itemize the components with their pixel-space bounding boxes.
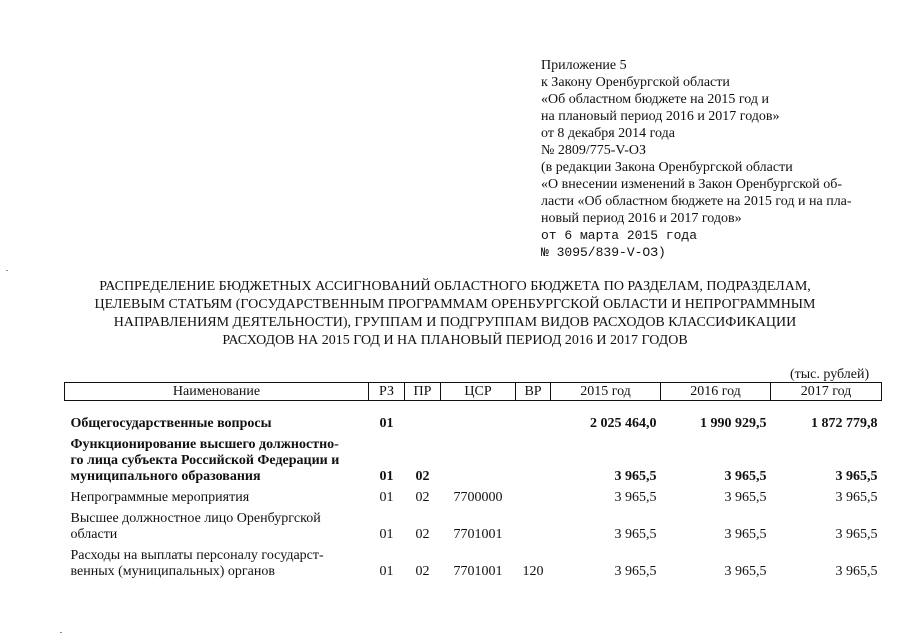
table-row xyxy=(65,432,882,485)
cell-pr: 02 xyxy=(415,527,430,542)
document-title xyxy=(40,278,870,350)
cell-name-line: го лица субъекта Российской Федерации и xyxy=(70,453,340,468)
cell-name xyxy=(65,485,369,506)
appendix-line: на плановый период 2016 и 2017 годов» xyxy=(541,109,780,124)
cell-vr xyxy=(516,411,551,432)
cell-name xyxy=(65,543,369,580)
cell-2017: 3 965,5 xyxy=(835,490,878,505)
title-line: НАПРАВЛЕНИЯМ ДЕЯТЕЛЬНОСТИ), ГРУППАМ И ПОДГРУППАМ ВИДОВ РАСХОДОВ КЛАССИФИКАЦИИ xyxy=(113,315,797,330)
table-body xyxy=(65,401,882,581)
cell-name xyxy=(65,432,369,485)
cell-2016: 3 965,5 xyxy=(724,527,767,542)
cell-csr: 7700000 xyxy=(453,490,503,505)
scan-mark xyxy=(6,270,8,271)
cell-name-line: Расходы на выплаты персоналу государст- xyxy=(70,548,324,563)
table-row xyxy=(65,411,882,432)
cell-csr: 7701001 xyxy=(453,527,503,542)
cell-pr: 02 xyxy=(415,564,430,579)
cell-rz: 01 xyxy=(379,527,394,542)
header-csr: ЦСР xyxy=(441,383,516,401)
header-name: Наименование xyxy=(65,383,369,401)
appendix-line: к Закону Оренбургской области xyxy=(541,75,730,90)
cell-2015: 3 965,5 xyxy=(614,469,657,484)
amendment-number: № 3095/839-V-ОЗ) xyxy=(541,245,666,260)
cell-2016: 3 965,5 xyxy=(724,490,767,505)
header-2017: 2017 год xyxy=(771,383,882,401)
cell-2016: 3 965,5 xyxy=(724,469,767,484)
table-row xyxy=(65,485,882,506)
cell-name-line: Непрограммные мероприятия xyxy=(70,490,250,505)
header-2015: 2015 год xyxy=(551,383,661,401)
appendix-line: № 2809/775-V-ОЗ xyxy=(541,143,647,158)
cell-vr xyxy=(516,485,551,506)
cell-2015: 3 965,5 xyxy=(614,527,657,542)
cell-2016: 1 990 929,5 xyxy=(700,416,767,431)
cell-pr: 02 xyxy=(415,469,430,484)
header-pr: ПР xyxy=(405,383,441,401)
amendment-date: от 6 марта 2015 года xyxy=(541,228,698,243)
appendix-line: ласти «Об областном бюджете на 2015 год и на пла- xyxy=(541,194,852,209)
cell-name-line: Высшее должностное лицо Оренбургской xyxy=(70,511,321,526)
appendix-line: новый период 2016 и 2017 годов» xyxy=(541,211,742,226)
cell-vr xyxy=(516,432,551,485)
cell-vr xyxy=(516,506,551,543)
appendix-line: от 8 декабря 2014 года xyxy=(541,126,675,141)
title-line: РАСХОДОВ НА 2015 ГОД И НА ПЛАНОВЫЙ ПЕРИОД 2016 И 2017 ГОДОВ xyxy=(222,333,688,348)
cell-2017: 3 965,5 xyxy=(835,564,878,579)
cell-2017: 3 965,5 xyxy=(835,527,878,542)
cell-vr: 120 xyxy=(522,564,544,579)
appendix-line: «О внесении изменений в Закон Оренбургской об- xyxy=(541,177,843,192)
cell-2015: 3 965,5 xyxy=(614,564,657,579)
cell-rz: 01 xyxy=(379,564,394,579)
header-rz: РЗ xyxy=(369,383,405,401)
cell-name xyxy=(65,411,369,432)
cell-rz: 01 xyxy=(379,469,394,484)
cell-2017: 1 872 779,8 xyxy=(811,416,878,431)
table-header-row xyxy=(65,383,882,401)
cell-rz: 01 xyxy=(379,490,394,505)
header-2016: 2016 год xyxy=(661,383,771,401)
cell-rz: 01 xyxy=(379,416,394,431)
cell-2015: 3 965,5 xyxy=(614,490,657,505)
cell-pr xyxy=(405,411,441,432)
cell-name-line: области xyxy=(70,527,118,542)
table-row xyxy=(65,543,882,580)
header-vr: ВР xyxy=(516,383,551,401)
cell-pr: 02 xyxy=(415,490,430,505)
cell-name-line: венных (муниципальных) органов xyxy=(70,564,275,579)
cell-name-line: Функционирование высшего должностно- xyxy=(70,437,339,452)
cell-csr xyxy=(441,432,516,485)
cell-2017: 3 965,5 xyxy=(835,469,878,484)
appendix-line: «Об областном бюджете на 2015 год и xyxy=(541,92,769,107)
scan-mark xyxy=(60,632,62,633)
table-row xyxy=(65,506,882,543)
appendix-line: (в редакции Закона Оренбургской области xyxy=(541,160,793,175)
cell-name xyxy=(65,506,369,543)
title-line: ЦЕЛЕВЫМ СТАТЬЯМ (ГОСУДАРСТВЕННЫМ ПРОГРАММАМ ОРЕНБУРГСКОЙ ОБЛАСТИ И НЕПРОГРАММНЫМ xyxy=(94,297,816,312)
cell-csr: 7701001 xyxy=(453,564,503,579)
appendix-header xyxy=(541,57,901,261)
cell-2015: 2 025 464,0 xyxy=(590,416,657,431)
title-line: РАСПРЕДЕЛЕНИЕ БЮДЖЕТНЫХ АССИГНОВАНИЙ ОБЛАСТНОГО БЮДЖЕТА ПО РАЗДЕЛАМ, ПОДРАЗДЕЛАМ, xyxy=(99,279,811,294)
appendix-line: Приложение 5 xyxy=(541,58,627,73)
budget-table xyxy=(64,382,882,580)
cell-name-line: Общегосударственные вопросы xyxy=(70,416,272,431)
cell-name-line: муниципального образования xyxy=(70,469,261,484)
cell-2016: 3 965,5 xyxy=(724,564,767,579)
units-label: (тыс. рублей) xyxy=(790,367,870,382)
cell-csr xyxy=(441,411,516,432)
